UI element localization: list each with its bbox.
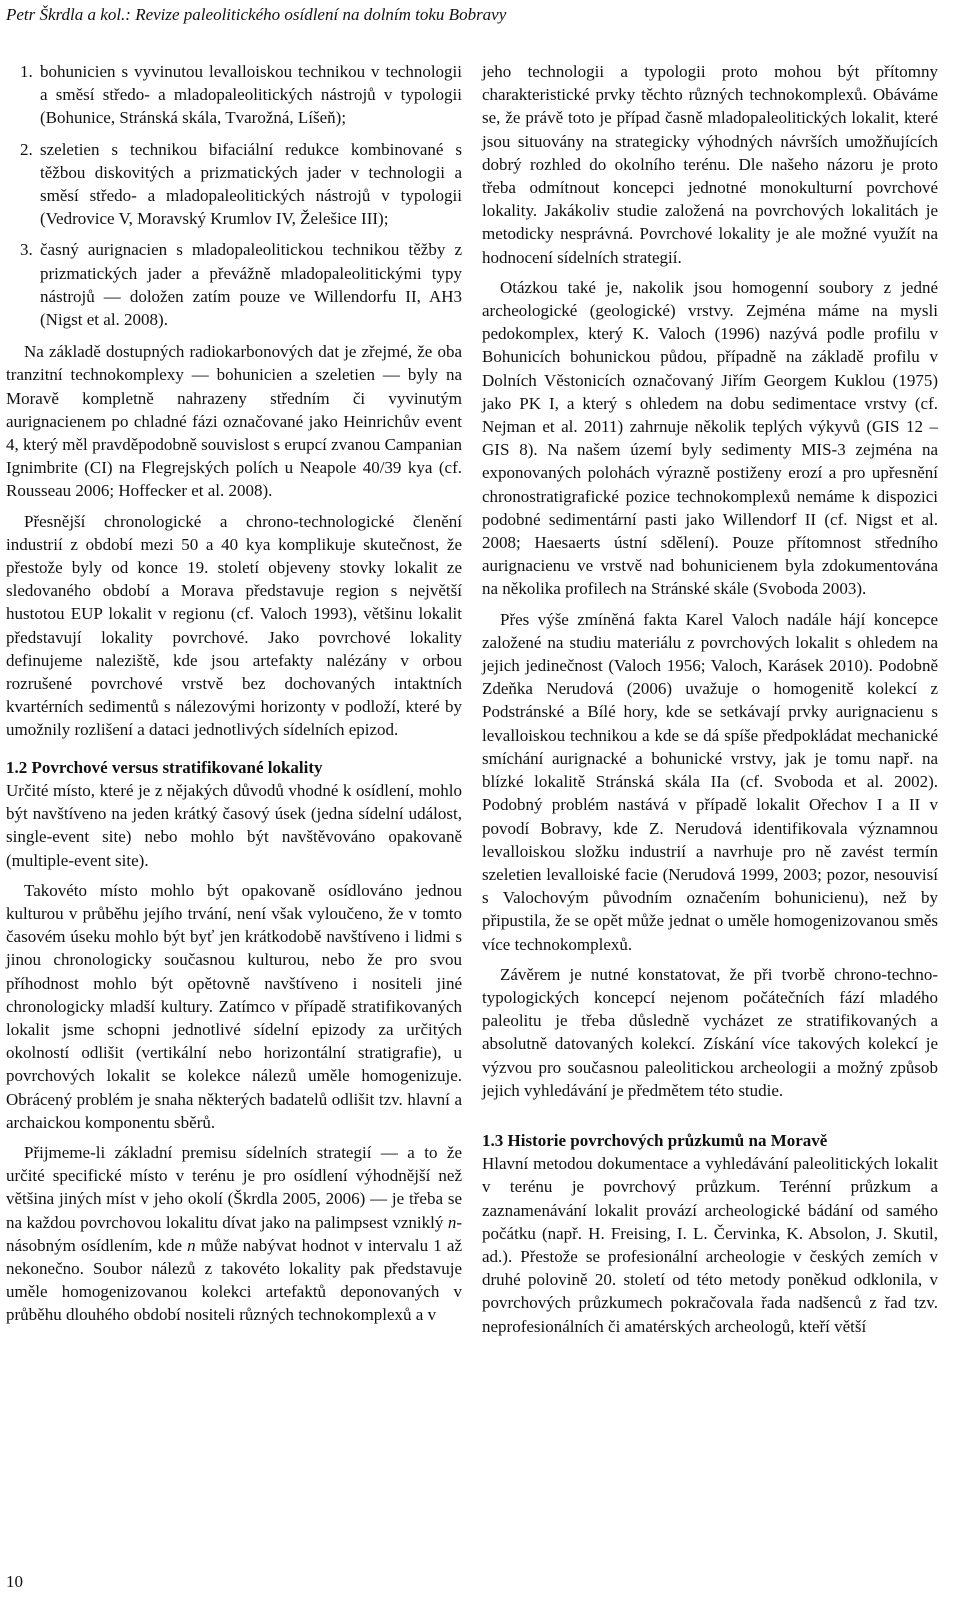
right-column [482,60,938,1345]
italic-variable: n [447,1212,457,1232]
paragraph [6,1141,462,1327]
list-number: 1. [20,62,33,81]
list-text: bohunicien s vyvinutou levalloiskou technikou v technologii a směsí středo- a mladopaleolitických nástrojů v typologii (Bohunice, Stránská skála, Tvarožná, Líšeň); [40,62,462,128]
list-item [6,60,462,130]
paragraph: jeho technologii a typologii proto mohou být přítomny charakteristické prvky těchto různých technokomplexů. Obáváme se, že právě toto je případ časně mladopaleolitických lokalit, které jsou situovány na strategicky výhodných návrších umožňujících dobrý rozhled do okolního terénu. Dle našeho názoru je proto třeba odmítnout koncepci jednotné monokulturní povrchové lokality. Jakákoliv studie založená na povrchových lokalitách je metodicky nesprávná. Povrchové lokality je ale možné využít na hodnocení sídelních strategií. [482,62,938,267]
list-number: 3. [20,240,33,260]
page-number: 10 [6,1572,23,1591]
list-text: szeletien s technikou bifaciální redukce kombinované s těžbou diskovitých a prizmatických jader v technologii a směsí středo- a mladopaleolitických nástrojů v typologii (Vedrovice V, Moravský Krumlov IV, Želešice III); [40,139,462,229]
running-head: Petr Škrdla a kol.: Revize paleolitického osídlení na dolním toku Bobravy [6,5,507,24]
paragraph: Přesnější chronologické a chrono-technologické členění industrií z období mezi 50 a 40 kya komplikuje skutečnost, že přestože byly od konce 19. století objeveny stovky lokalit ze sledovaného období a Morava představuje region s největší hustotou EUP lokalit v regionu (cf. Valoch 1993), většinu lokalit představují lokality povrchové. Jako povrchové lokality definujeme naleziště, kde jsou artefakty nalézány v orbou rozrušené povrchové vrstvě bez dochovaných intaktních kvartérních sedimentů s nálezovými horizonty v podloží, které by umožnily rozlišení a dataci jednotlivých sídelních epizod. [6,511,462,740]
paragraph: Takovéto místo mohlo být opakovaně osídlováno jednou kulturou v průběhu jejího trvání, není však vyloučeno, že v tomto časovém úseku mohlo být byť jen krátkodobě navštíveno i lidmi s jinou chronologicky současnou kulturou, nebo že pro svou příhodnost mohlo být opětovně navštíveno i nositeli jiné chronologicky mladší kultury. Zatímco v případě stratifikovaných lokalit jsme schopni jednotlivé sídelní epizody za určitých okolností odlišit (vertikální nebo horizontální stratigrafie), u povrchových lokalit se kolekce nálezů uměle homogenizuje. Obrácený problém je snaha některých badatelů odlišit tzv. hlavní a archaickou komponentu sběrů. [6,880,462,1132]
section-heading: 1.2 Povrchové versus stratifikované lokality [6,757,323,777]
paragraph: Určité místo, které je z nějakých důvodů vhodné k osídlení, mohlo být navštíveno na jeden krátký časový úsek (jedna sídelní událost, single-event site) nebo mohlo být navštěvováno opakovaně (multiple-event site). [6,780,462,870]
numbered-list [6,60,462,331]
list-number: 2. [20,139,33,159]
text-run: -násobným osídlením, kde [6,1212,462,1255]
left-column [6,60,462,1334]
paragraph: Závěrem je nutné konstatovat, že při tvorbě chrono-techno-typologických koncepcí nejenom počátečních fází mladého paleolitu je třeba důsledně vycházet ze stratifikovaných a absolutně datovaných kolekcí. Získání více takových kolekcí je výzvou pro současnou paleolitickou archeologii a možný způsob jejich vyhledávání je předmětem této studie. [482,964,938,1100]
list-item [6,238,462,331]
section-heading: 1.3 Historie povrchových průzkumů na Moravě [482,1130,828,1150]
italic-variable: n [187,1235,196,1255]
text-run: Přijmeme-li základní premisu sídelních strategií — a to že určité specifické místo v terénu je pro osídlení výhodnější než většina jiných míst v jeho okolí (Škrdla 2005, 2006) — je třeba se na každou povrchovou lokalitu dívat jako na palimpsest vzniklý [6,1142,462,1232]
paragraph: Přes výše zmíněná fakta Karel Valoch nadále hájí koncepce založené na studiu materiálu z povrchových lokalit s ohledem na jejich jedinečnost (Valoch 1956; Valoch, Karásek 2010). Podobně Zdeňka Nerudová (2006) uvažuje o homogenitě kolekcí z Podstránské a Bílé hory, kde se setkávají prvky aurignacienu s levalloiskou technikou a kde se dá spíše předpokládat mechanické smíchání aurignacké a bohunické vrstvy, jak je tomu např. na blízké lokalitě Stránská skála IIa (cf. Svoboda et al. 2002). Podobný problém nastává v případě lokalit Ořechov I a II v povodí Bobravy, kde Z. Nerudová identifikovala významnou levalloiskou složku industrií a navrhuje pro ně zavést termín szeletien levalloiské facie (Nerudová 1999, 2003; pozor, nesouvisí s Valochovým původním označením bohunicienu), než by připustila, že se opět může jednat o uměle homogenizovanou směs více technokomplexů. [482,609,938,954]
paragraph: Na základě dostupných radiokarbonových dat je zřejmé, že oba tranzitní technokomplexy — bohunicien a szeletien — byly na Moravě kompletně nahrazeny středním či vyvinutým aurignacienem po chladné fázi označované jako Heinrichův event 4, který měl pravděpodobně souvislost s erupcí zvanou Campanian Ignimbrite (CI) na Flegrejských polích u Neapole 40/39 kya (cf. Rousseau 2006; Hoffecker et al. 2008). [6,342,462,501]
paragraph: Hlavní metodou dokumentace a vyhledávání paleolitických lokalit v terénu je povrchový průzkum. Terénní průzkum a zaznamenávání lokalit provází archeologické bádání od samého počátku (např. H. Freising, I. L. Červinka, K. Absolon, J. Skutil, ad.). Přestože se profesionální archeologie v českých zemích v druhé polovině 20. století od této metody poněkud odklonila, v povrchových průzkumech pokračovala řada nadšenců z řad tzv. neprofesionálních či amatérských archeologů, kteří větší [482,1154,938,1336]
paragraph: Otázkou také je, nakolik jsou homogenní soubory z jedné archeologické (geologické) vrstvy. Zejména máme na mysli pedokomplex, který K. Valoch (1996) nazývá podle profilu v Bohunicích bohunickou půdou, případně na základě profilu v Dolních Věstonicích označovaný Jiřím Georgem Kuklou (1975) jako PK I, a který s ohledem na dobu sedimentace vrstvy (cf. Nejman et al. 2011) zahrnuje několik teplých výkyvů (GIS 12 – GIS 8). Na našem území byly sedimenty MIS-3 zejména na exponovaných polohách výrazně postiženy erozí a pro upřesnění chronostratigrafické pozice technokomplexů nemáme k dispozici podobné sedimentární pasti jako Willendorf II (cf. Nigst et al. 2008; Haesaerts ústní sdělení). Pouze přítomnost středního aurignacienu ve vrstvě nad bohunicienem byla zdokumentována na několika profilech na Stránské skále (Svoboda 2003). [482,277,938,599]
list-text: časný aurignacien s mladopaleolitickou technikou těžby z prizmatických jader a převážně mladopaleolitickými typy nástrojů — doložen zatím pouze ve Willendorfu II, AH3 (Nigst et al. 2008). [40,240,462,330]
text-run: může nabývat hodnot v intervalu 1 až nekonečno. Soubor nálezů z takovéto lokality pak představuje uměle homogenizovanou kolekci artefaktů deponovaných v průběhu dlouhého období nositeli různých technokomplexů a v [6,1235,462,1325]
list-item [6,138,462,231]
